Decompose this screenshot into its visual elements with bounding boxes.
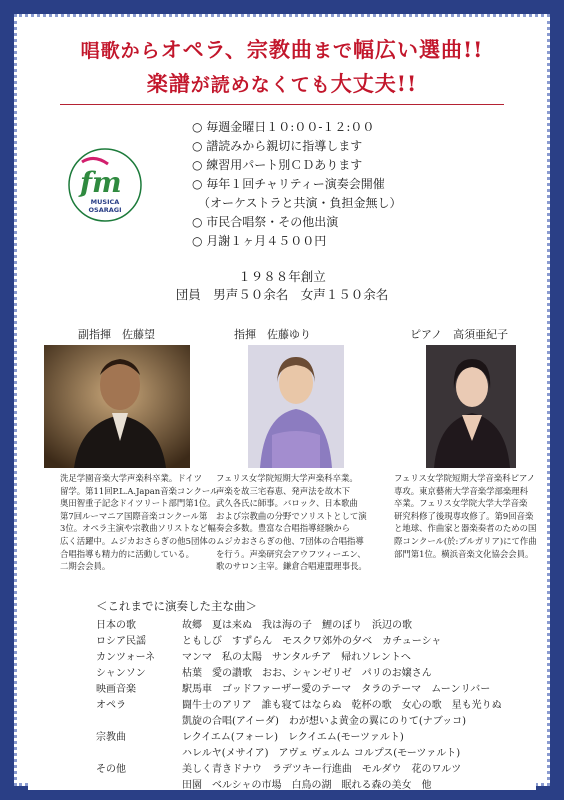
works-items: 枯葉 愛の讃歌 おお、シャンゼリゼ パリのお嬢さん — [182, 668, 432, 679]
person-bio: フェリス女学院短期大学音楽科ピアノ 専攻。東京藝術大学音楽学部楽理科 卒業。フェリス女学院大学大学音楽 研究科修了後現専攻修了。第9回音楽 と地球、作曲家と器楽奏者のための国 際コンクール(於:ブルガリア)にて作曲 部門第1位。横浜音楽文化協会会員。 — [394, 473, 537, 559]
headline-line1-a: 唱歌から — [80, 40, 161, 62]
headline-line1-d: 幅広い選曲!! — [352, 37, 484, 62]
works-category: カンツォーネ — [96, 652, 156, 663]
person-bio: フェリス女学院短期大学声楽科卒業。 声楽を故三宅春恵、発声法を故木下 武久各氏に師事。バロック、日本歌曲 および宗教曲の分野でソリストとして演 奏会多数。豊富な合唱指導経験から ムジカおさらぎの他、7団体の合唱指導 を行う。声楽研究会アウフツィーエン、 歌のサロン主宰。鎌倉合唱連盟理事長。 — [216, 473, 367, 572]
headline — [0, 34, 564, 98]
works-category — [96, 746, 182, 762]
works-list — [96, 618, 502, 794]
feature-item: ○ 月謝１ヶ月４５００円 — [192, 234, 327, 248]
works-title: ＜これまでに演奏した主な曲＞ — [96, 599, 257, 613]
person-caption: ピアノ 高須亜紀子 — [410, 328, 509, 341]
works-row — [96, 650, 502, 666]
person-caption: 指揮 佐藤ゆり — [234, 328, 311, 341]
works-row — [96, 682, 502, 698]
feature-item: ○ 毎年１回チャリティー演奏会開催 — [192, 177, 385, 191]
founded-year: １９８８年創立 — [238, 269, 326, 284]
person-caption: 副指揮 佐藤望 — [78, 328, 155, 341]
works-row — [96, 714, 502, 730]
feature-item-note: （オーケストラと共演・負担金無し） — [198, 196, 402, 210]
headline-line1 — [0, 34, 564, 64]
works-items: 駅馬車 ゴッドファーザー愛のテーマ タラのテーマ ムーンリバー — [182, 684, 491, 695]
assistant-conductor-photo — [44, 345, 190, 468]
works-row — [96, 730, 502, 746]
works-row — [96, 634, 502, 650]
works-category — [96, 778, 182, 794]
feature-item: ○ 毎週金曜日１０:００-１２:００ — [192, 120, 375, 134]
works-category: 映画音楽 — [96, 684, 136, 695]
works-items: 美しく青きドナウ ラデツキー行進曲 モルダウ 花のワルツ — [182, 764, 462, 775]
works-category: シャンソン — [96, 668, 146, 679]
works-row — [96, 778, 502, 794]
works-row — [96, 762, 502, 778]
works-category: ロシア民謡 — [96, 636, 146, 647]
logo-line2: OSARAGI — [88, 206, 122, 214]
member-count: 団員 男声５０余名 女声１５０余名 — [175, 287, 389, 302]
works-items: レクイエム(フォーレ) レクイエム(モーツァルト) — [182, 732, 404, 743]
works-row — [96, 746, 502, 762]
musica-osaragi-logo — [68, 148, 142, 222]
pianist-photo — [426, 345, 516, 468]
works-row — [96, 698, 502, 714]
conductor-photo — [248, 345, 344, 468]
works-items: 凱旋の合唱(アイーダ) わが想いよ黄金の翼にのりて(ナブッコ) — [182, 716, 467, 727]
works-category: 宗教曲 — [96, 732, 126, 743]
feature-item: ○ 練習用パート別ＣＤあります — [192, 158, 363, 172]
logo-line1: MUSICA — [90, 198, 120, 206]
works-category: オペラ — [96, 700, 126, 711]
feature-item: ○ 譜読みから親切に指導します — [192, 139, 363, 153]
features-list — [192, 118, 402, 251]
headline-line1-c: まで — [312, 40, 353, 62]
works-row — [96, 618, 502, 634]
founded-info — [0, 268, 564, 304]
person-bio: 洗足学園音楽大学声楽科卒業。ドイツ 留学。第11回P.L.A.Japan音楽コンクール 奥田智重子記念ドイツリート部門第1位。 第7回ルーマニア国際音楽コンクール第 3位。オペラ主演や宗教曲ソリストなど幅 広く活躍中。ムジカおさらぎの他5団体の 合唱指導も精力的に活動している。 二期会会員。 — [60, 473, 219, 572]
headline-line2 — [0, 68, 564, 98]
works-items: 闘牛士のアリア 誰も寝てはならぬ 乾杯の歌 女心の歌 星も光りぬ — [182, 700, 502, 711]
works-category: その他 — [96, 764, 126, 775]
works-category — [96, 714, 182, 730]
works-items: ともしび すずらん モスクワ郊外の夕べ カチューシャ — [182, 636, 442, 647]
feature-item: ○ 市民合唱祭・その他出演 — [192, 215, 339, 229]
headline-line2-a: 楽譜 — [146, 71, 191, 96]
works-category: 日本の歌 — [96, 620, 136, 631]
headline-underline — [60, 104, 504, 105]
works-items: 田園 ベルシャの市場 白鳥の湖 眠れる森の美女 他 — [182, 780, 432, 791]
headline-line1-b: オペラ、宗教曲 — [160, 37, 313, 62]
works-items: ハレルヤ(メサイア) アヴェ ヴェルム コルプス(モーツァルト) — [182, 748, 461, 759]
headline-line2-c: 大丈夫!! — [330, 71, 418, 96]
works-items: マンマ 私の太陽 サンタルチア 帰れソレントへ — [182, 652, 411, 663]
logo-mark: fm — [80, 166, 122, 199]
works-items: 故郷 夏は来ぬ 我は海の子 鯉のぼり 浜辺の歌 — [182, 620, 412, 631]
headline-line2-b: が読めなくても — [190, 74, 331, 96]
works-row — [96, 666, 502, 682]
